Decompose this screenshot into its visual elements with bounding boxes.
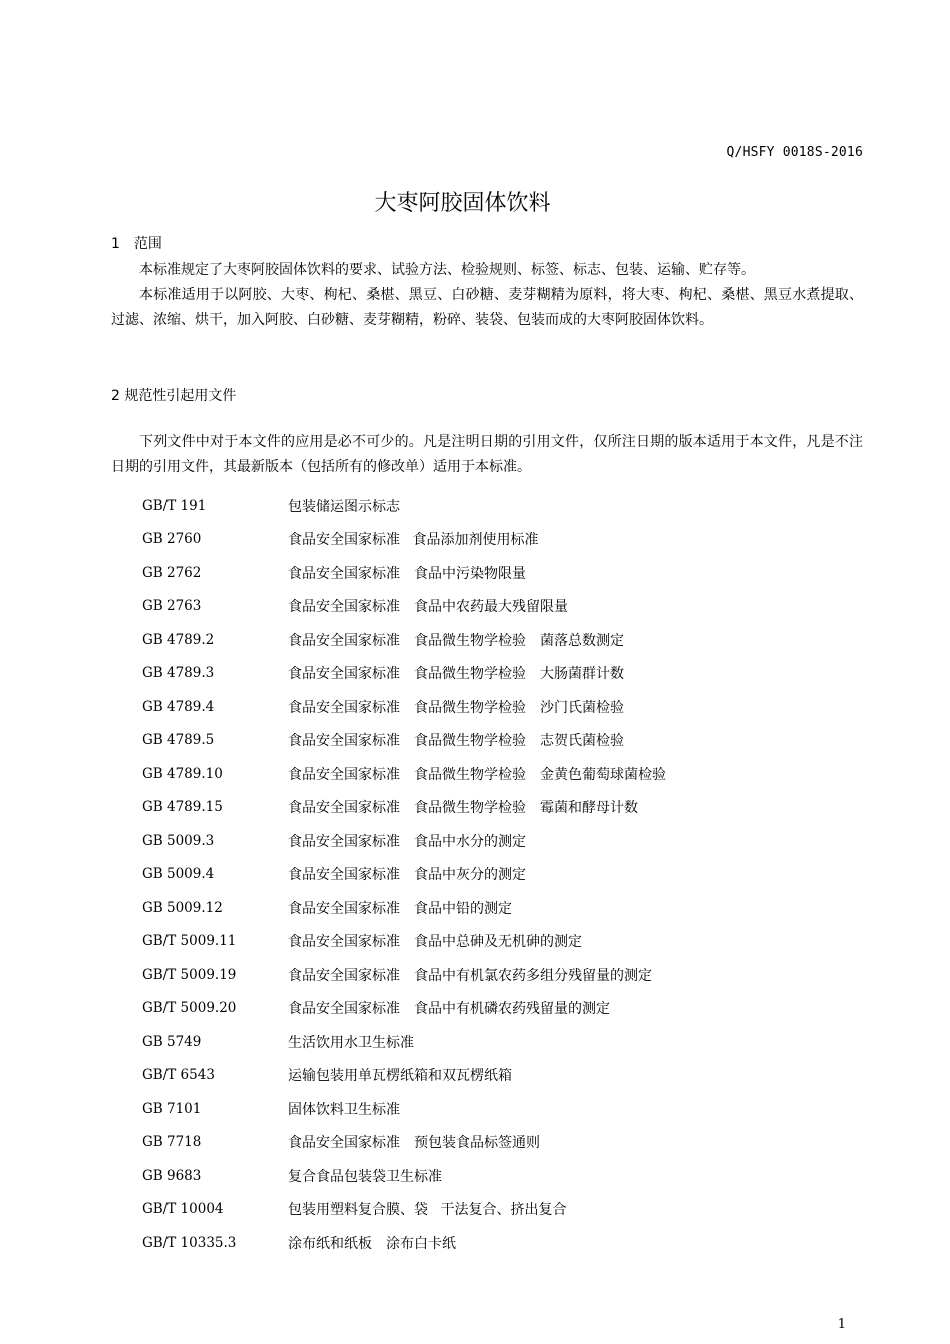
reference-item (142, 791, 862, 825)
reference-title: 食品安全国家标准 食品微生物学检验 菌落总数测定 (288, 632, 624, 649)
reference-title: 食品安全国家标准 食品微生物学检验 霉菌和酵母计数 (288, 800, 638, 817)
reference-item (142, 489, 862, 523)
reference-code: GB 4789.3 (142, 665, 215, 682)
reference-item (142, 891, 862, 925)
reference-list (142, 489, 862, 1260)
reference-title: 涂布纸和纸板 涂布白卡纸 (288, 1235, 456, 1252)
reference-item (142, 1059, 862, 1093)
reference-item (142, 523, 862, 557)
reference-item (142, 757, 862, 791)
scope-paragraph-1: 本标准规定了大枣阿胶固体饮料的要求、试验方法、检验规则、标签、标志、包装、运输、贮存等。 (139, 262, 755, 278)
reference-title: 食品安全国家标准 食品微生物学检验 大肠菌群计数 (288, 666, 624, 683)
reference-code: GB 4789.10 (142, 765, 223, 782)
reference-code: GB 2760 (142, 531, 202, 548)
reference-item (142, 1159, 862, 1193)
reference-code: GB/T 191 (142, 497, 207, 514)
reference-item (142, 958, 862, 992)
reference-item (142, 992, 862, 1026)
reference-title: 食品安全国家标准 食品中有机磷农药残留量的测定 (288, 1001, 610, 1018)
reference-code: GB/T 5009.19 (142, 966, 237, 983)
section-1-title: 范围 (133, 236, 162, 252)
reference-code: GB 2762 (142, 564, 202, 581)
reference-item (142, 925, 862, 959)
reference-item (142, 724, 862, 758)
reference-code: GB 4789.4 (142, 698, 215, 715)
reference-code: GB 5749 (142, 1033, 202, 1050)
reference-item (142, 1092, 862, 1126)
reference-title: 包装储运图示标志 (288, 498, 400, 515)
reference-title: 食品安全国家标准 食品添加剂使用标准 (288, 532, 539, 549)
reference-code: GB 4789.5 (142, 732, 215, 749)
document-title: 大枣阿胶固体饮料 (374, 191, 551, 216)
reference-code: GB/T 5009.20 (142, 1000, 237, 1017)
reference-code: GB/T 10335.3 (142, 1234, 237, 1251)
reference-item (142, 1025, 862, 1059)
reference-code: GB 7101 (142, 1100, 202, 1117)
reference-title: 食品安全国家标准 食品微生物学检验 志贺氏菌检验 (288, 733, 624, 750)
reference-title: 食品安全国家标准 食品中总砷及无机砷的测定 (288, 934, 582, 951)
reference-title: 复合食品包装袋卫生标准 (288, 1168, 442, 1185)
reference-item (142, 590, 862, 624)
reference-item (142, 858, 862, 892)
reference-item (142, 1126, 862, 1160)
reference-item (142, 1226, 862, 1260)
reference-title: 食品安全国家标准 食品中有机氯农药多组分残留量的测定 (288, 967, 652, 984)
section-1-heading (111, 233, 162, 253)
reference-code: GB 9683 (142, 1167, 202, 1184)
reference-code: GB 4789.2 (142, 631, 215, 648)
reference-title: 食品安全国家标准 食品中农药最大残留限量 (288, 599, 568, 616)
section-1-number: 1 (111, 236, 120, 252)
reference-title: 食品安全国家标准 食品微生物学检验 沙门氏菌检验 (288, 699, 624, 716)
reference-code: GB 4789.15 (142, 799, 223, 816)
reference-title: 食品安全国家标准 食品中铅的测定 (288, 900, 512, 917)
reference-item (142, 824, 862, 858)
reference-item (142, 1193, 862, 1227)
reference-code: GB 5009.3 (142, 832, 215, 849)
reference-title: 包装用塑料复合膜、袋 干法复合、挤出复合 (288, 1202, 567, 1219)
reference-title: 食品安全国家标准 食品微生物学检验 金黄色葡萄球菌检验 (288, 766, 666, 783)
reference-code: GB/T 6543 (142, 1067, 215, 1084)
reference-item (142, 690, 862, 724)
reference-code: GB/T 10004 (142, 1201, 224, 1218)
reference-title: 生活饮用水卫生标准 (288, 1034, 414, 1051)
reference-code: GB 5009.4 (142, 866, 215, 883)
reference-code: GB/T 5009.11 (142, 933, 237, 950)
section-2-heading: 2 规范性引起用文件 (111, 388, 237, 404)
reference-title: 食品安全国家标准 食品中水分的测定 (288, 833, 526, 850)
reference-title: 运输包装用单瓦楞纸箱和双瓦楞纸箱 (288, 1068, 512, 1085)
reference-code: GB 7718 (142, 1134, 202, 1151)
reference-code: GB 5009.12 (142, 899, 223, 916)
reference-title: 固体饮料卫生标准 (288, 1101, 400, 1118)
references-intro: 下列文件中对于本文件的应用是必不可少的。凡是注明日期的引用文件，仅所注日期的版本适用于本文件，凡是不注日期的引用文件，其最新版本（包括所有的修改单）适用于本标准。 (111, 434, 863, 475)
reference-title: 食品安全国家标准 预包装食品标签通则 (288, 1135, 540, 1152)
document-code: Q/HSFY 0018S-2016 (726, 145, 863, 160)
reference-code: GB 2763 (142, 598, 202, 615)
reference-item (142, 657, 862, 691)
reference-title: 食品安全国家标准 食品中污染物限量 (288, 565, 526, 582)
reference-item (142, 556, 862, 590)
reference-title: 食品安全国家标准 食品中灰分的测定 (288, 867, 526, 884)
page-number: 1 (837, 1317, 846, 1332)
reference-item (142, 623, 862, 657)
scope-paragraph-2: 本标准适用于以阿胶、大枣、枸杞、桑椹、黑豆、白砂糖、麦芽糊精为原料，将大枣、枸杞、桑椹、黑豆水煮提取、过滤、浓缩、烘干，加入阿胶、白砂糖、麦芽糊精，粉碎、装袋、包装而成的大枣阿胶固体饮料。 (111, 287, 863, 328)
